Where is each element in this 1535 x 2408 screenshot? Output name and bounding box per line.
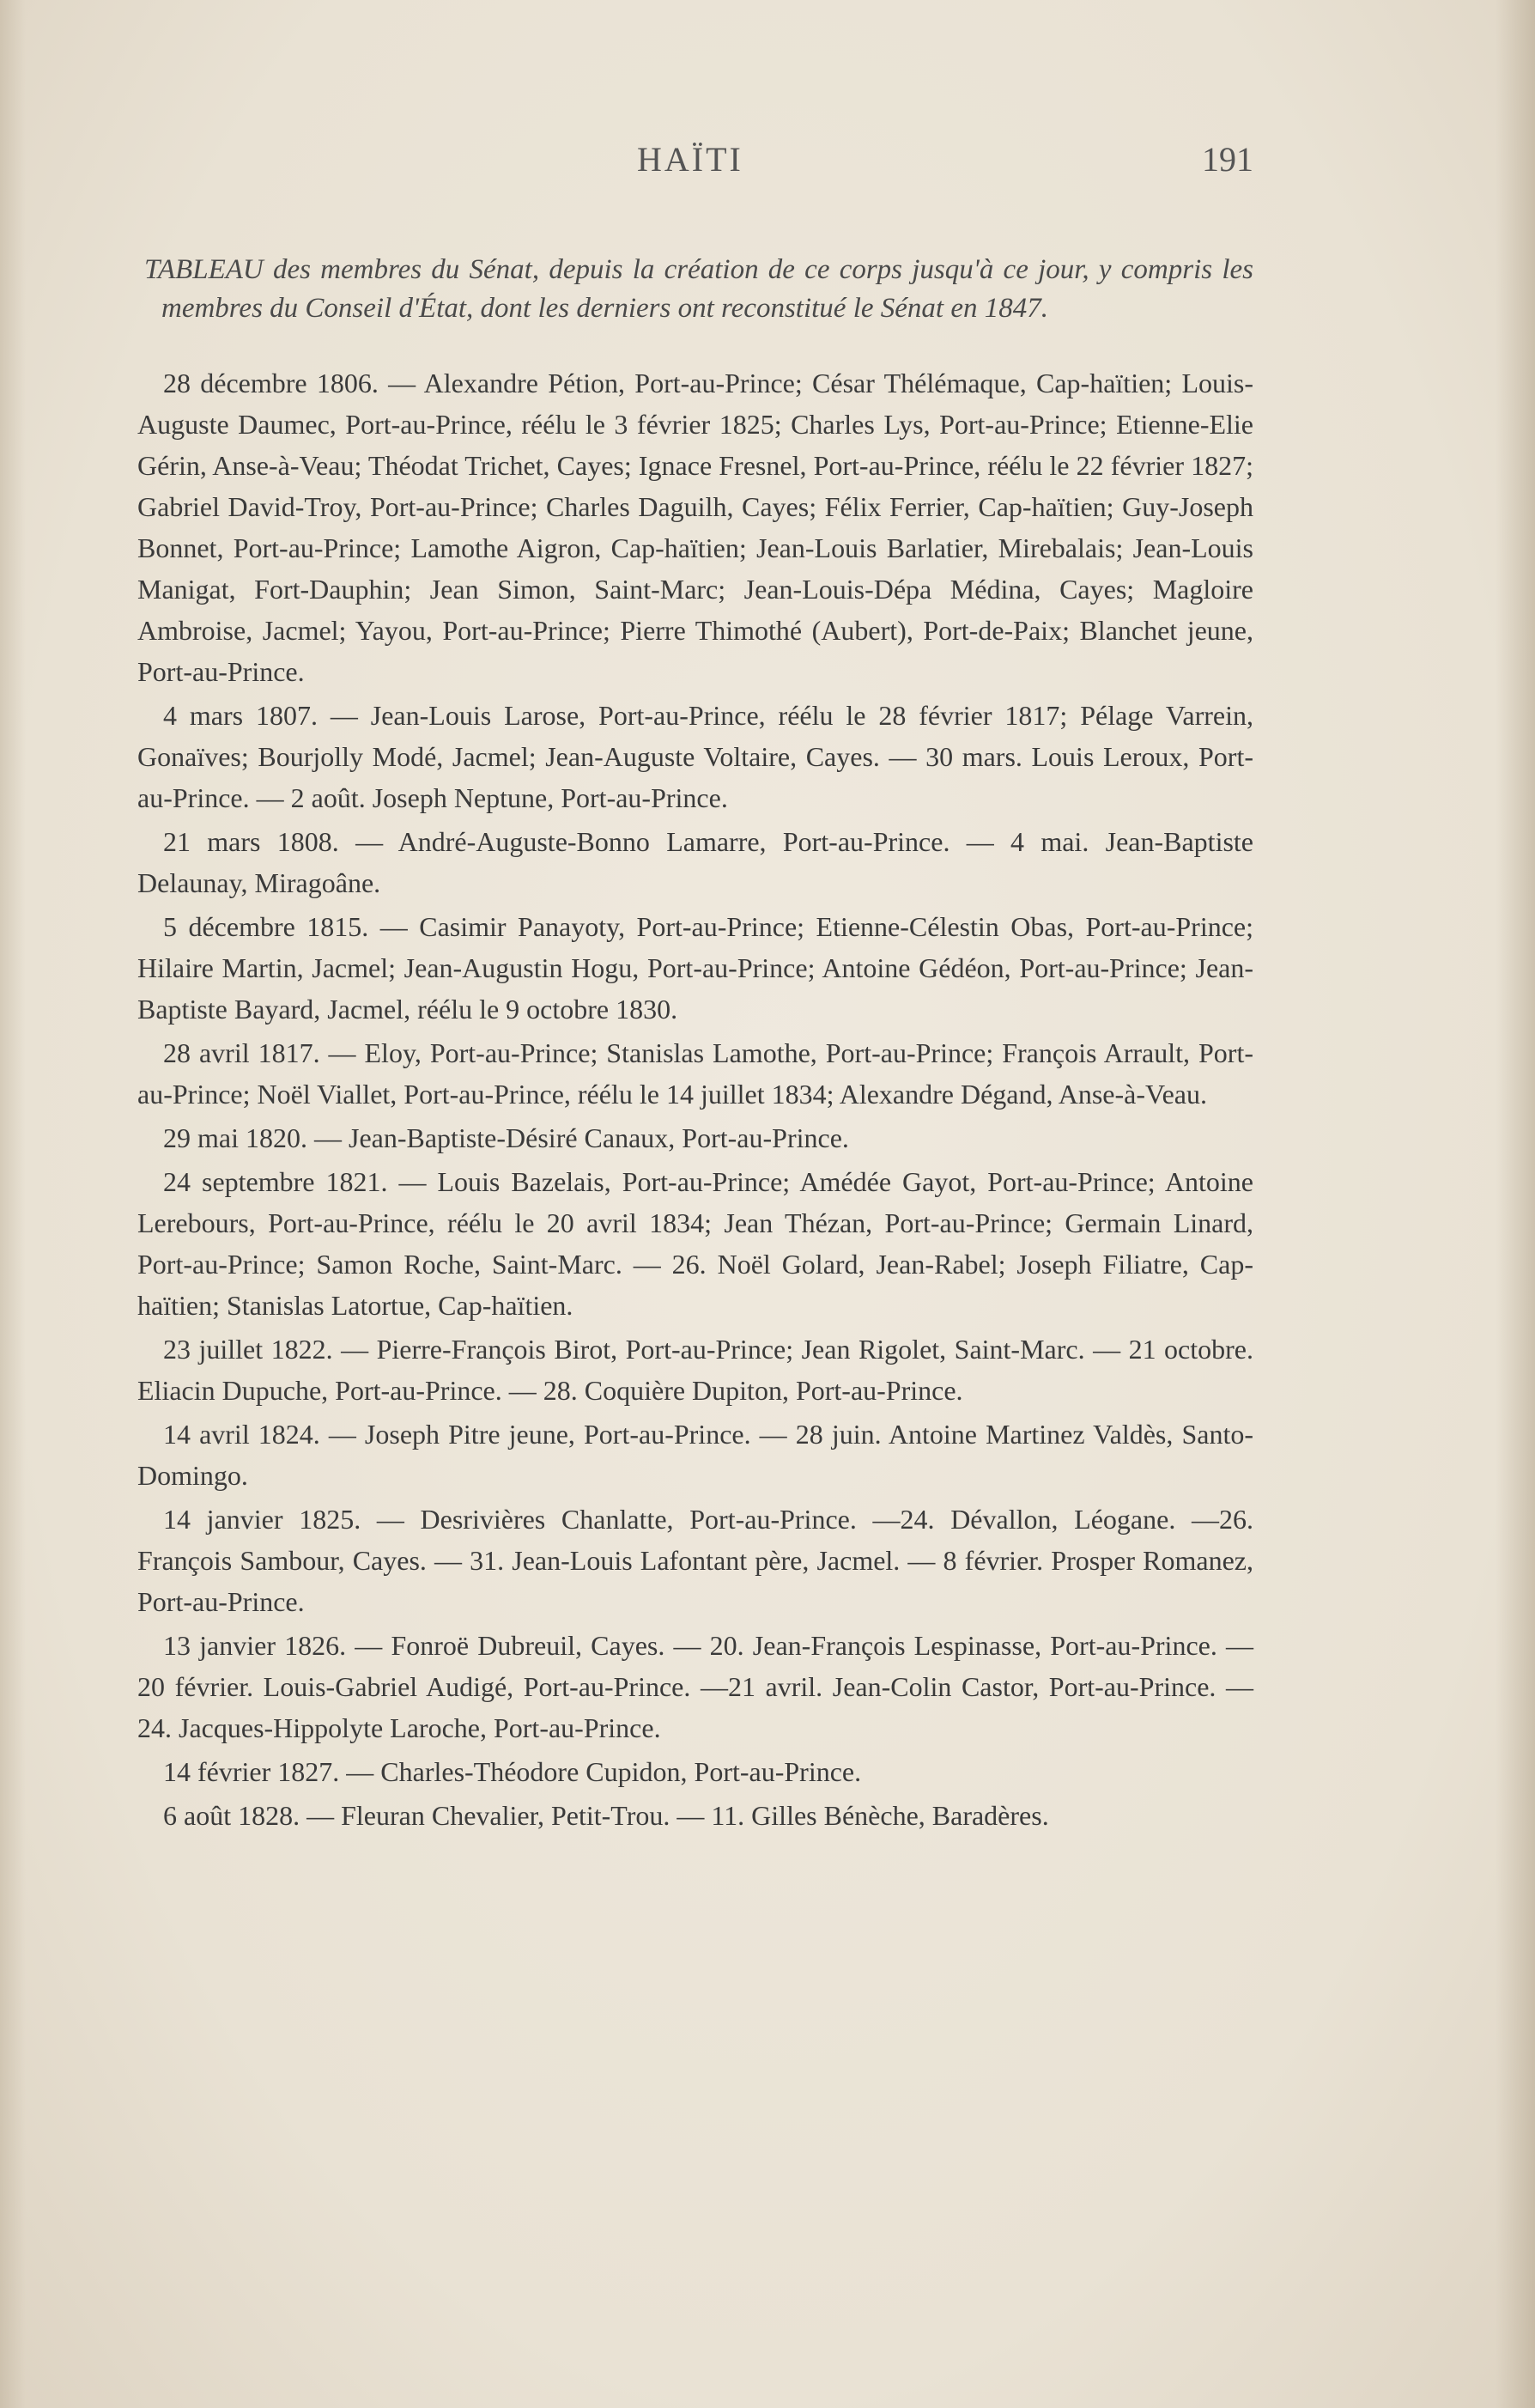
senate-entry-1824: 14 avril 1824. — Joseph Pitre jeune, Port-au-Prince. — 28 juin. Antoine Martinez Valdès, Santo-Domingo. (137, 1419, 1253, 1491)
senate-entry-1822: 23 juillet 1822. — Pierre-François Birot, Port-au-Prince; Jean Rigolet, Saint-Marc. — 21 octobre. Eliacin Dupuche, Port-au-Prince. — 28. Coquière Dupiton, Port-au-Prince. (137, 1334, 1253, 1406)
running-header (137, 139, 1253, 191)
senate-entry-1828: 6 août 1828. — Fleuran Chevalier, Petit-Trou. — 11. Gilles Bénèche, Baradères. (163, 1800, 1049, 1831)
running-title: HAÏTI (637, 140, 743, 179)
senate-entry-1806: 28 décembre 1806. — Alexandre Pétion, Port-au-Prince; César Thélémaque, Cap-haïtien; Louis-Auguste Daumec, Port-au-Prince, réélu le 3 février 1825; Charles Lys, Port-au-Prince; Etienne-Elie Gérin, Anse-à-Veau; Théodat Trichet, Cayes; Ignace Fresnel, Port-au-Prince, réélu le 22 février 1827; Gabriel David-Troy, Port-au-Prince; Charles Daguilh, Cayes; Félix Ferrier, Cap-haïtien; Guy-Joseph Bonnet, Port-au-Prince; Lamothe Aigron, Cap-haïtien; Jean-Louis Barlatier, Mirebalais; Jean-Louis Manigat, Fort-Dauphin; Jean Simon, Saint-Marc; Jean-Louis-Dépa Médina, Cayes; Magloire Ambroise, Jacmel; Yayou, Port-au-Prince; Pierre Thimothé (Aubert), Port-de-Paix; Blanchet jeune, Port-au-Prince. (137, 368, 1253, 687)
senate-entry-1807: 4 mars 1807. — Jean-Louis Larose, Port-au-Prince, réélu le 28 février 1817; Pélage Varrein, Gonaïves; Bourjolly Modé, Jacmel; Jean-Auguste Voltaire, Cayes. — 30 mars. Louis Leroux, Port-au-Prince. — 2 août. Joseph Neptune, Port-au-Prince. (137, 700, 1253, 813)
table-caption: TABLEAU des membres du Sénat, depuis la création de ce corps jusqu'à ce jour, y compris les membres du Conseil d'État, dont les derniers ont reconstitué le Sénat en 1847. (144, 254, 1253, 324)
senate-entry-1815: 5 décembre 1815. — Casimir Panayoty, Port-au-Prince; Etienne-Célestin Obas, Port-au-Prince; Hilaire Martin, Jacmel; Jean-Augustin Hogu, Port-au-Prince; Antoine Gédéon, Port-au-Prince; Jean-Baptiste Bayard, Jacmel, réélu le 9 octobre 1830. (137, 911, 1253, 1025)
page-edge-right (1496, 0, 1535, 2408)
senate-entry-1808: 21 mars 1808. — André-Auguste-Bonno Lamarre, Port-au-Prince. — 4 mai. Jean-Baptiste Delaunay, Miragoâne. (137, 826, 1253, 898)
senate-entry-1817: 28 avril 1817. — Eloy, Port-au-Prince; Stanislas Lamothe, Port-au-Prince; François Arrault, Port-au-Prince; Noël Viallet, Port-au-Prince, réélu le 14 juillet 1834; Alexandre Dégand, Anse-à-Veau. (137, 1037, 1253, 1110)
senate-entry-1820: 29 mai 1820. — Jean-Baptiste-Désiré Canaux, Port-au-Prince. (163, 1122, 849, 1153)
senate-entry-1821: 24 septembre 1821. — Louis Bazelais, Port-au-Prince; Amédée Gayot, Port-au-Prince; Antoine Lerebours, Port-au-Prince, réélu le 20 avril 1834; Jean Thézan, Port-au-Prince; Germain Linard, Port-au-Prince; Samon Roche, Saint-Marc. — 26. Noël Golard, Jean-Rabel; Joseph Filiatre, Cap-haïtien; Stanislas Latortue, Cap-haïtien. (137, 1166, 1253, 1321)
senate-entry-1827: 14 février 1827. — Charles-Théodore Cupidon, Port-au-Prince. (163, 1756, 862, 1787)
page-number: 191 (1202, 140, 1253, 179)
page-content (137, 251, 1253, 1839)
page-edge-left (0, 0, 26, 2408)
senate-entry-1825: 14 janvier 1825. — Desrivières Chanlatte, Port-au-Prince. —24. Dévallon, Léogane. —26. François Sambour, Cayes. — 31. Jean-Louis Lafontant père, Jacmel. — 8 février. Prosper Romanez, Port-au-Prince. (137, 1504, 1253, 1617)
senate-entry-1826: 13 janvier 1826. — Fonroë Dubreuil, Cayes. — 20. Jean-François Lespinasse, Port-au-Prince. — 20 février. Louis-Gabriel Audigé, Port-au-Prince. —21 avril. Jean-Colin Castor, Port-au-Prince. — 24. Jacques-Hippolyte Laroche, Port-au-Prince. (137, 1630, 1253, 1743)
